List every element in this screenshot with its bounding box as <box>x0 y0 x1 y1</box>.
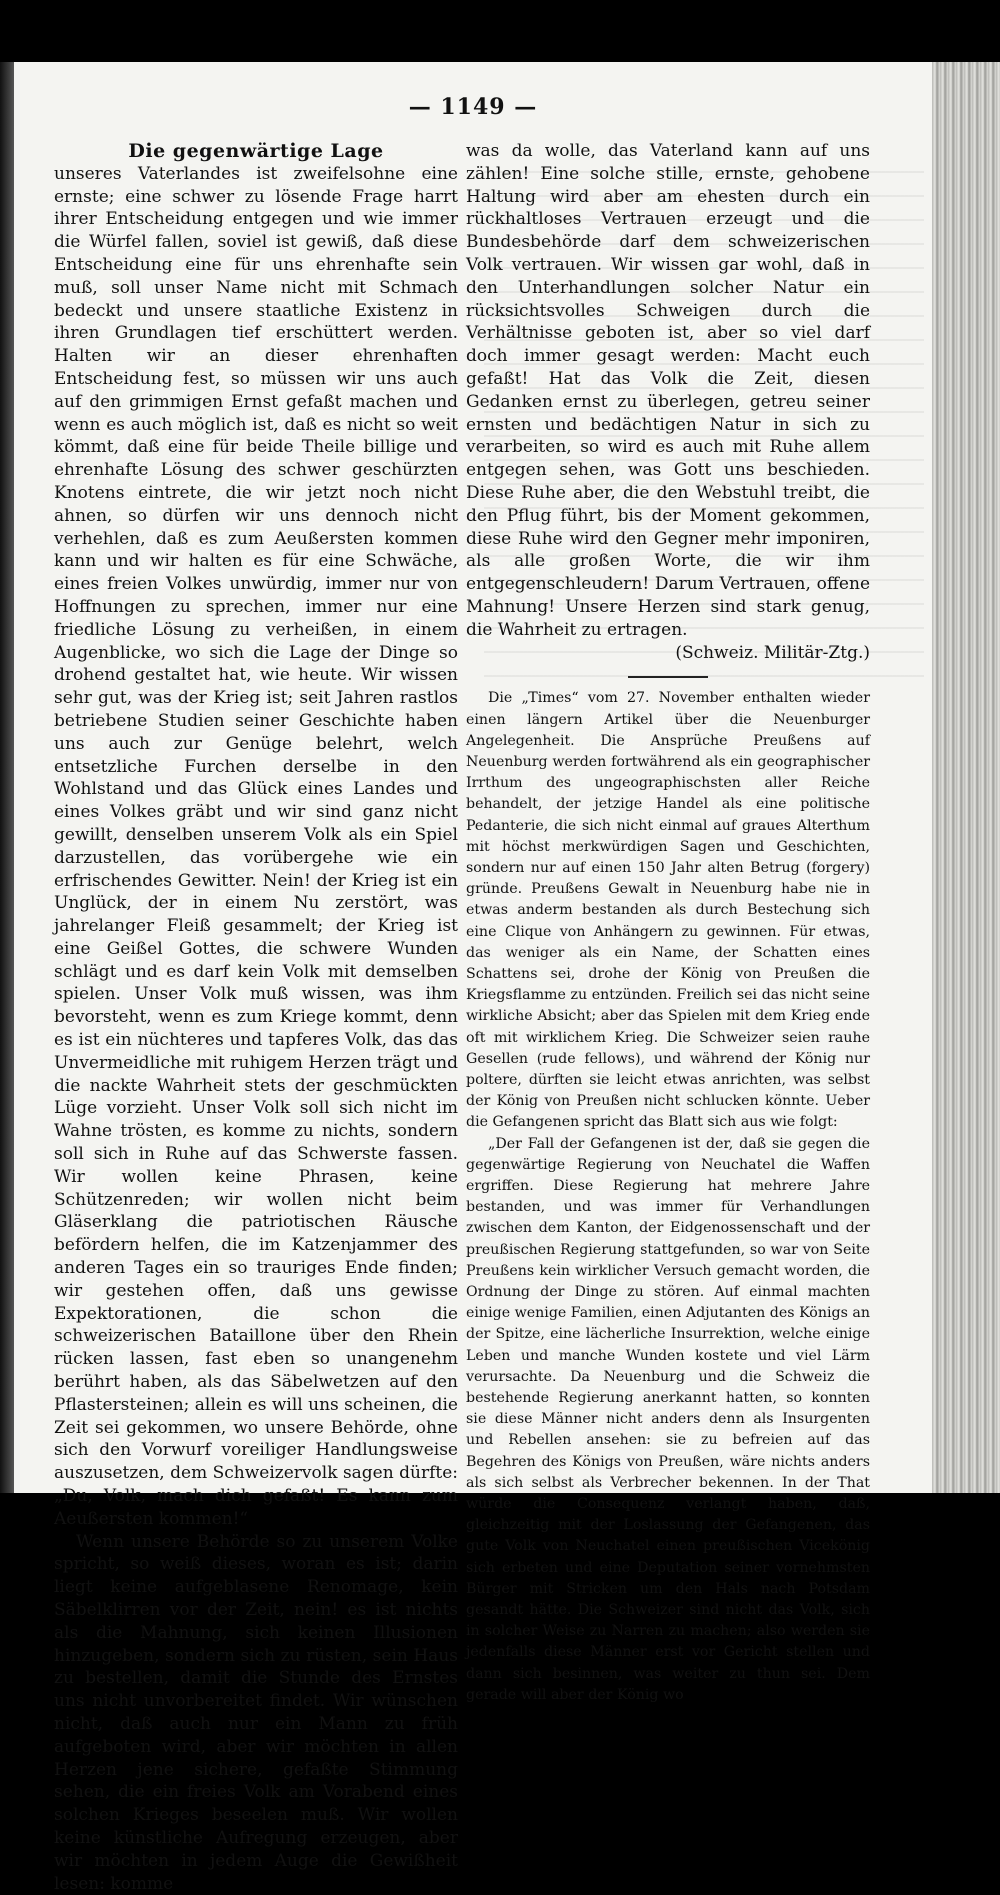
section-divider <box>628 676 708 678</box>
times-paragraph-2: „Der Fall der Gefangenen ist der, daß sie gegen die gegenwärtige Regierung von Neuchatel die Waffen ergriffen. Diese Regierung hat mehrere Jahre bestanden, und was immer für Verhandlungen zwischen dem Kanton, der Eidgenossenschaft und der preußischen Regierung stattgefunden, so war von Seite Preußens kein wirklicher Versuch gemacht worden, die Ordnung der Dinge zu stören. Auf einmal machten einige wenige Familien, einen Adjutanten des Königs an der Spitze, eine lächerliche Insurrektion, welche einige Leben und manche Wunden kostete und viel Lärm verursachte. Da Neuenburg und die Schweiz die bestehende Regierung anerkannt hatten, so konnten sie diese Männer nicht anders denn als Insurgenten und Rebellen ansehen: sie zu befreien auf das Begehren des Königs von Preußen, wäre nichts anders als sich selbst als Verbrecher bekennen. In der That würde die Consequenz verlangt haben, daß, gleichzeitig mit der Loslassung der Gefangenen, das gute Volk von Neuchatel einen preußischen Vicekönig sich erbeten und eine Deputation seiner vornehmsten Bürger mit Stricken um den Hals nach Potsdam gesandt hätte. Die Schweizer sind nicht das Volk, sich in solcher Weise zu Narren zu machen; also werden sie jedenfalls diese Männer erst vor Gericht stellen und dann sich besinnen, was weiter zu thun sei. Dem gerade will aber der König wo <box>466 1135 870 1703</box>
book-binding <box>0 62 14 1493</box>
page-number: — 1149 — <box>408 94 538 120</box>
left-column <box>54 140 458 1895</box>
left-paragraph-2: Wenn unsere Behörde so zu unserem Volke spricht, so weiß dieses, woran es ist; darin liegt keine aufgeblasene Renomage, kein Säbelklirren vor der Zeit, nein! es ist nichts als die Mahnung, sich keinen Illusionen hinzugeben, sondern sich zu rüsten, sein Haus zu bestellen, damit die Stunde des Ernstes uns nicht unvorbereitet findet. Wir wünschen nicht, daß auch nur ein Mann zu früh aufgeboten wird, aber wir möchten in allen Herzen jene sichere, gefaßte Stimmung sehen, die ein freies Volk am Vorabend eines solchen Krieges beseelen muß. Wir wollen keine künstliche Aufregung erzeugen, aber wir möchten in jedem Auge die Gewißheit lesen: komme <box>54 1531 458 1894</box>
right-paragraph-top: was da wolle, das Vaterland kann auf uns zählen! Eine solche stille, ernste, gehobene Haltung wird aber am ehesten durch ein rückhaltloses Vertrauen erzeugt und die Bundesbehörde darf dem schweizerischen Volk vertrauen. Wir wissen gar wohl, daß in den Unterhandlungen solcher Natur ein rücksichtsvolles Schweigen durch die Verhältnisse geboten ist, aber so viel darf doch immer gesagt werden: Macht euch gefaßt! Hat das Volk die Zeit, diesen Gedanken ernst zu überlegen, getreu seiner ernsten und bedächtigen Natur in sich zu verarbeiten, so wird es auch mit Ruhe allem entgegen sehen, was Gott uns beschieden. Diese Ruhe aber, die den Webstuhl treibt, die den Pflug führt, bis der Moment gekommen, diese Ruhe wird den Gegner mehr imponiren, als alle großen Worte, die wir ihm entgegenschleudern! Darum Vertrauen, offene Mahnung! Unsere Herzen sind stark genug, die Wahrheit zu ertragen. <box>466 141 870 640</box>
times-paragraph-1: Die „Times“ vom 27. November enthalten wieder einen längern Artikel über die Neuenburger Angelegenheit. Die Ansprüche Preußens auf Neuenburg werden fortwährend als ein geographischer Irrthum des ungeographischsten aller Reiche behandelt, der jetzige Handel als eine politische Pedanterie, die sich nicht einmal auf graues Alterthum mit höchst merkwürdigen Sagen und Geschichten, sondern nur auf einen 150 Jahr alten Betrug (forgery) gründe. Preußens Gewalt in Neuenburg habe nie in etwas anderm bestanden als durch Bestechung sich eine Clique von Anhängern zu gewinnen. Für etwas, das weniger als ein Name, der Schatten eines Schattens sei, drohe der König von Preußen die Kriegsflamme zu entzünden. Freilich sei das nicht seine wirkliche Absicht; aber das Spielen mit dem Krieg ende oft mit wirklichem Krieg. Die Schweizer seien rauhe Gesellen (rude fellows), und während der König nur poltere, dürften sie leicht etwas anrichten, was selbst der König von Preußen nicht schlucken könnte. Ueber die Gefangenen spricht das Blatt sich aus wie folgt: <box>466 690 870 1131</box>
source-citation: (Schweiz. Militär-Ztg.) <box>675 642 870 663</box>
right-column <box>466 140 870 1706</box>
article-heading: Die gegenwärtige Lage <box>128 140 384 162</box>
page-stack-edge <box>932 62 1000 1493</box>
newspaper-page <box>14 62 932 1894</box>
times-article <box>466 688 870 1706</box>
left-paragraph-1: unseres Vaterlandes ist zweifelsohne eine ernste; eine schwer zu lösende Frage harrt ihrer Entscheidung entgegen und wie immer die Würfel fallen, soviel ist gewiß, daß diese Entscheidung eine für uns ehrenhafte sein muß, soll unser Name nicht mit Schmach bedeckt und unsere staatliche Existenz in ihren Grundlagen tief erschüttert werden. Halten wir an dieser ehrenhaften Entscheidung fest, so müssen wir uns auch auf den grimmigen Ernst gefaßt machen und wenn es auch möglich ist, daß es nicht so weit kömmt, daß eine für beide Theile billige und ehrenhafte Lösung des schwer geschürzten Knotens eintrete, die wir jetzt noch nicht ahnen, so dürfen wir uns dennoch nicht verhehlen, daß es zum Aeußersten kommen kann und wir halten es für eine Schwäche, eines freien Volkes unwürdig, immer nur von Hoffnungen zu sprechen, immer nur eine friedliche Lösung zu verheißen, in einem Augenblicke, wo sich die Lage der Dinge so drohend gestaltet hat, wie heute. Wir wissen sehr gut, was der Krieg ist; seit Jahren rastlos betriebene Studien seiner Geschichte haben uns auch zur Genüge belehrt, welch entsetzliche Furchen derselbe in den Wohlstand und das Glück eines Landes und eines Volkes gräbt und wir sind ganz nicht gewillt, denselben unserem Volk als ein Spiel darzustellen, das vorübergehe wie ein erfrischendes Gewitter. Nein! der Krieg ist ein Unglück, der in einem Nu zerstört, was jahrelanger Fleiß gesammelt; der Krieg ist eine Geißel Gottes, die schwere Wunden schlägt und es darf kein Volk mit demselben spielen. Unser Volk muß wissen, was ihm bevorsteht, wenn es zum Kriege kommt, denn es ist ein nüchteres und tapferes Volk, das das Unvermeidliche mit ruhigem Herzen trägt und die nackte Wahrheit stets der geschmückten Lüge vorzieht. Unser Volk soll sich nicht im Wahne trösten, es komme zu nichts, sondern soll sich in Ruhe auf das Schwerste fassen. Wir wollen keine Phrasen, keine Schützenreden; wir wollen nicht beim Gläserklang die patriotischen Räusche befördern helfen, die im Katzenjammer des anderen Tages ein so trauriges Ende finden; wir gestehen offen, daß uns gewisse Expektorationen, die schon die schweizerischen Bataillone über den Rhein rücken lassen, fast eben so unangenehm berührt haben, als das Säbelwetzen auf den Pflastersteinen; allein es will uns scheinen, die Zeit sei gekommen, wo unsere Behörde, ohne sich den Vorwurf voreiliger Handlungsweise auszusetzen, dem Schweizervolk sagen dürfte: „Du, Volk, mach dich gefaßt! Es kann zum Aeußersten kommen!“ <box>54 163 458 1529</box>
